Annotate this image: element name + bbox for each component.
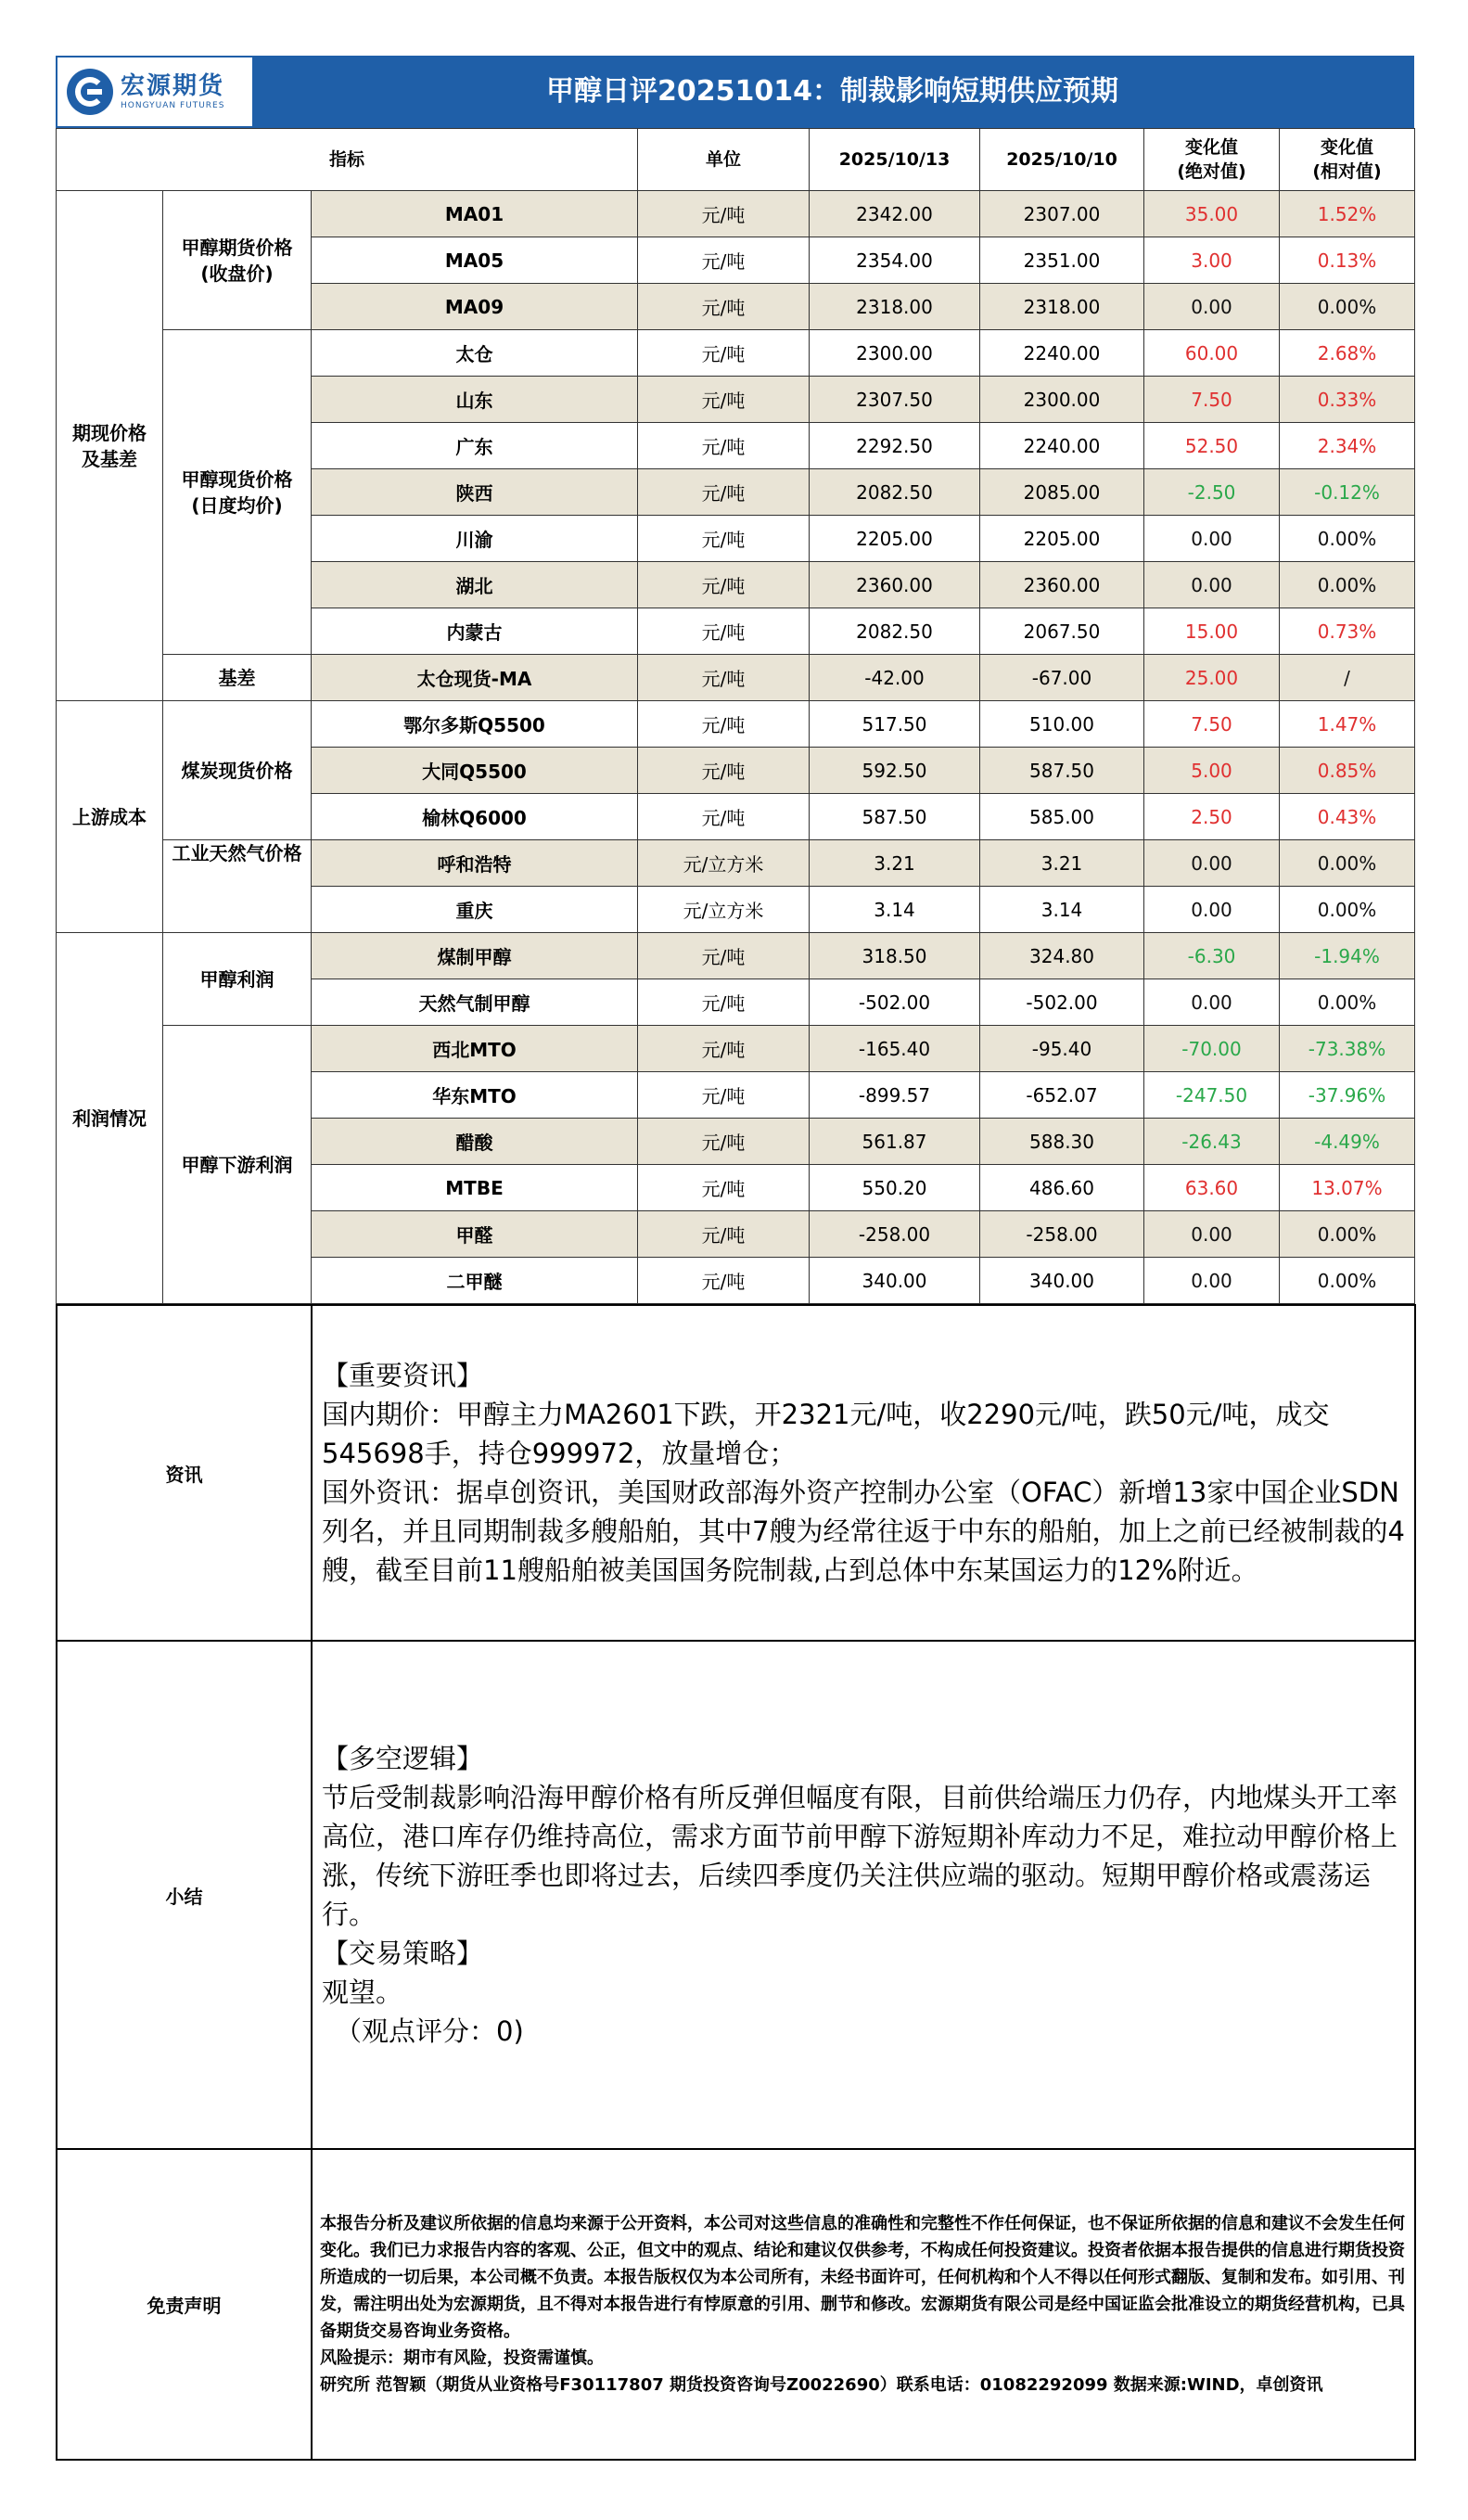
cell-v1: 587.50 [810,794,980,840]
cell-v1: 592.50 [810,748,980,794]
cell-v2: 2240.00 [980,330,1144,377]
cell-name: 重庆 [312,887,638,933]
cell-v2: 588.30 [980,1119,1144,1165]
cell-v2: 2351.00 [980,237,1144,284]
cell-unit: 元/吨 [638,469,810,516]
cell-name: 醋酸 [312,1119,638,1165]
cell-unit: 元/吨 [638,933,810,979]
cell-unit: 元/立方米 [638,840,810,887]
cell-v1: 318.50 [810,933,980,979]
logo-mark-icon [67,69,113,115]
cell-v1: 2300.00 [810,330,980,377]
report-title: 甲醇日评20251014：制裁影响短期供应预期 [546,75,1118,108]
cell-rel: 2.34% [1280,423,1415,469]
company-logo [57,58,252,126]
summary-line: 节后受制裁影响沿海甲醇价格有所反弹但幅度有限，目前供给端压力仍存，内地煤头开工率高位，港口库存仍维持高位，需求方面节前甲醇下游短期补库动力不足，难拉动甲醇价格上涨，传统下游旺季也即将过去，后续四季度仍关注供应端的驱动。短期甲醇价格或震荡运行。 [322,1782,1398,1930]
cell-v2: 2360.00 [980,562,1144,608]
subgroup-label: 煤炭现货价格 [163,701,312,840]
cell-rel: / [1280,655,1415,701]
cell-v2: 585.00 [980,794,1144,840]
cell-unit: 元/吨 [638,237,810,284]
cell-v1: -42.00 [810,655,980,701]
subgroup-label: 甲醇现货价格 (日度均价) [163,330,312,655]
cell-v1: 550.20 [810,1165,980,1211]
cell-v2: 324.80 [980,933,1144,979]
cell-rel: -1.94% [1280,933,1415,979]
subgroup-label: 基差 [163,655,312,701]
col-header-unit: 单位 [638,129,810,191]
cell-unit: 元/吨 [638,1026,810,1072]
news-line: 国内期价：甲醇主力MA2601下跌，开2321元/吨，收2290元/吨，跌50元/吨，成交545698手，持仓999972，放量增仓； [322,1399,1330,1469]
cell-rel: -73.38% [1280,1026,1415,1072]
cell-v2: 2240.00 [980,423,1144,469]
cell-rel: 0.00% [1280,562,1415,608]
cell-abs: 0.00 [1144,1258,1280,1304]
cell-v1: -258.00 [810,1211,980,1258]
cell-rel: 1.47% [1280,701,1415,748]
cell-v2: 2067.50 [980,608,1144,655]
cell-rel: 0.00% [1280,284,1415,330]
logo-cn: 宏源期货 [121,72,225,100]
cell-abs: 63.60 [1144,1165,1280,1211]
col-header-abs: 变化值 (绝对值) [1144,129,1280,191]
news-section [57,1305,1415,1641]
cell-abs: -6.30 [1144,933,1280,979]
summary-content [312,1641,1415,2149]
cell-abs: -247.50 [1144,1072,1280,1119]
cell-abs: 0.00 [1144,516,1280,562]
cell-v1: 561.87 [810,1119,980,1165]
cell-v2: 2307.00 [980,191,1144,237]
cell-rel: -0.12% [1280,469,1415,516]
cell-rel: 2.68% [1280,330,1415,377]
cell-unit: 元/吨 [638,701,810,748]
cell-v1: -899.57 [810,1072,980,1119]
cell-v1: -502.00 [810,979,980,1026]
cell-abs: 2.50 [1144,794,1280,840]
cell-name: 呼和浩特 [312,840,638,887]
cell-name: 内蒙古 [312,608,638,655]
cell-v2: -95.40 [980,1026,1144,1072]
cell-abs: 15.00 [1144,608,1280,655]
table-row [57,191,1415,237]
cell-abs: 52.50 [1144,423,1280,469]
cell-name: 天然气制甲醇 [312,979,638,1026]
col-header-rel: 变化值 (相对值) [1280,129,1415,191]
cell-unit: 元/吨 [638,748,810,794]
summary-section [57,1641,1415,2149]
cell-v2: 486.60 [980,1165,1144,1211]
cell-v1: 2082.50 [810,608,980,655]
subgroup-label: 工业天然气价格 [163,840,312,933]
cell-v1: 517.50 [810,701,980,748]
summary-line: 观望。 [322,1976,403,2008]
cell-v2: 2205.00 [980,516,1144,562]
cell-unit: 元/吨 [638,377,810,423]
cell-name: 华东MTO [312,1072,638,1119]
subgroup-label: 甲醇利润 [163,933,312,1026]
cell-rel: 0.73% [1280,608,1415,655]
cell-rel: 0.00% [1280,516,1415,562]
cell-unit: 元/吨 [638,794,810,840]
cell-v1: 2342.00 [810,191,980,237]
summary-label: 小结 [57,1641,312,2149]
cell-v2: -258.00 [980,1211,1144,1258]
col-header-date1: 2025/10/13 [810,129,980,191]
cell-name: MA09 [312,284,638,330]
cell-rel: 0.00% [1280,1258,1415,1304]
cell-unit: 元/吨 [638,562,810,608]
table-row [57,840,1415,887]
cell-abs: 0.00 [1144,979,1280,1026]
cell-name: 山东 [312,377,638,423]
cell-abs: -2.50 [1144,469,1280,516]
cell-v1: 2082.50 [810,469,980,516]
price-table [56,128,1415,1304]
summary-line: 【多空逻辑】 [322,1743,484,1774]
disclaimer-section [57,2149,1415,2460]
cell-unit: 元/吨 [638,979,810,1026]
table-row [57,1026,1415,1072]
cell-rel: 0.33% [1280,377,1415,423]
cell-unit: 元/吨 [638,1258,810,1304]
cell-unit: 元/吨 [638,608,810,655]
cell-abs: 0.00 [1144,840,1280,887]
cell-unit: 元/吨 [638,330,810,377]
cell-v2: 587.50 [980,748,1144,794]
cell-abs: 5.00 [1144,748,1280,794]
cell-name: 太仓现货-MA [312,655,638,701]
summary-line: 【交易策略】 [322,1938,484,1969]
report-page [56,56,1414,2461]
cell-v2: 2300.00 [980,377,1144,423]
summary-line: （观点评分：0) [335,2015,524,2047]
cell-unit: 元/吨 [638,1072,810,1119]
cell-unit: 元/吨 [638,655,810,701]
news-line: 国外资讯：据卓创资讯，美国财政部海外资产控制办公室（OFAC）新增13家中国企业SDN列名，并且同期制裁多艘船舶，其中7艘为经常往返于中东的船舶，加上之前已经被制裁的4艘，截至目前11艘船舶被美国国务院制裁,占到总体中东某国运力的12%附近。 [322,1477,1405,1586]
cell-rel: 0.00% [1280,1211,1415,1258]
subgroup-label: 甲醇期货价格 (收盘价) [163,191,312,330]
cell-v1: 2318.00 [810,284,980,330]
cell-name: 湖北 [312,562,638,608]
cell-name: 陕西 [312,469,638,516]
cell-unit: 元/立方米 [638,887,810,933]
cell-name: MTBE [312,1165,638,1211]
cell-v1: 3.14 [810,887,980,933]
cell-v1: 2205.00 [810,516,980,562]
cell-unit: 元/吨 [638,284,810,330]
cell-abs: -26.43 [1144,1119,1280,1165]
cell-v1: 2360.00 [810,562,980,608]
cell-abs: -70.00 [1144,1026,1280,1072]
cell-v1: 2354.00 [810,237,980,284]
cell-v1: 2292.50 [810,423,980,469]
cell-abs: 25.00 [1144,655,1280,701]
cell-v2: 340.00 [980,1258,1144,1304]
cell-name: 煤制甲醇 [312,933,638,979]
cell-name: 川渝 [312,516,638,562]
subgroup-label: 甲醇下游利润 [163,1026,312,1304]
cell-rel: 0.00% [1280,979,1415,1026]
cell-v2: -67.00 [980,655,1144,701]
cell-v1: 3.21 [810,840,980,887]
group-label: 期现价格 及基差 [57,191,163,701]
cell-abs: 60.00 [1144,330,1280,377]
col-header-date2: 2025/10/10 [980,129,1144,191]
header-banner [56,56,1414,128]
group-label: 上游成本 [57,701,163,933]
cell-name: 榆林Q6000 [312,794,638,840]
cell-name: MA01 [312,191,638,237]
table-row [57,655,1415,701]
cell-v1: 340.00 [810,1258,980,1304]
cell-v2: -502.00 [980,979,1144,1026]
disclaimer-line: 研究所 范智颖（期货从业资格号F30117807 期货投资咨询号Z0022690）联系电话：01082292099 数据来源:WIND，卓创资讯 [320,2375,1323,2395]
cell-abs: 0.00 [1144,284,1280,330]
cell-abs: 35.00 [1144,191,1280,237]
logo-en: HONGYUAN FUTURES [121,101,225,110]
cell-unit: 元/吨 [638,516,810,562]
disclaimer-line: 风险提示：期市有风险，投资需谨慎。 [320,2348,604,2368]
cell-name: MA05 [312,237,638,284]
cell-rel: 13.07% [1280,1165,1415,1211]
cell-name: 西北MTO [312,1026,638,1072]
table-row [57,933,1415,979]
news-line: 【重要资讯】 [322,1360,484,1391]
cell-unit: 元/吨 [638,1119,810,1165]
cell-v2: -652.07 [980,1072,1144,1119]
cell-abs: 7.50 [1144,377,1280,423]
cell-abs: 0.00 [1144,562,1280,608]
cell-name: 大同Q5500 [312,748,638,794]
cell-abs: 3.00 [1144,237,1280,284]
cell-v2: 2085.00 [980,469,1144,516]
group-label: 利润情况 [57,933,163,1304]
cell-v2: 3.21 [980,840,1144,887]
cell-unit: 元/吨 [638,191,810,237]
cell-unit: 元/吨 [638,1211,810,1258]
cell-v2: 2318.00 [980,284,1144,330]
cell-v2: 510.00 [980,701,1144,748]
cell-unit: 元/吨 [638,1165,810,1211]
cell-v2: 3.14 [980,887,1144,933]
cell-name: 甲醛 [312,1211,638,1258]
table-row [57,330,1415,377]
disclaimer-content [312,2149,1415,2460]
cell-rel: -37.96% [1280,1072,1415,1119]
cell-rel: 0.00% [1280,840,1415,887]
col-header-indicator: 指标 [57,129,638,191]
cell-rel: 0.43% [1280,794,1415,840]
disclaimer-line: 本报告分析及建议所依据的信息均来源于公开资料，本公司对这些信息的准确性和完整性不作任何保证，也不保证所依据的信息和建议不会发生任何变化。我们已力求报告内容的客观、公正，但文中的观点、结论和建议仅供参考，不构成任何投资建议。投资者依据本报告提供的信息进行期货投资所造成的一切后果，本公司概不负责。本报告版权仅为本公司所有，未经书面许可，任何机构和个人不得以任何形式翻版、复制和发布。如引用、刊发，需注明出处为宏源期货，且不得对本报告进行有悖原意的引用、删节和修改。宏源期货有限公司是经中国证监会批准设立的期货经营机构，已具备期货交易咨询业务资格。 [320,2214,1405,2341]
cell-v1: -165.40 [810,1026,980,1072]
cell-abs: 7.50 [1144,701,1280,748]
cell-abs: 0.00 [1144,887,1280,933]
cell-rel: 0.13% [1280,237,1415,284]
news-label: 资讯 [57,1305,312,1641]
cell-name: 鄂尔多斯Q5500 [312,701,638,748]
table-header [57,129,1415,191]
cell-unit: 元/吨 [638,423,810,469]
table-row [57,701,1415,748]
cell-rel: 0.00% [1280,887,1415,933]
cell-v1: 2307.50 [810,377,980,423]
cell-name: 广东 [312,423,638,469]
cell-name: 太仓 [312,330,638,377]
cell-rel: 1.52% [1280,191,1415,237]
cell-rel: 0.85% [1280,748,1415,794]
cell-rel: -4.49% [1280,1119,1415,1165]
disclaimer-label: 免责声明 [57,2149,312,2460]
news-content [312,1305,1415,1641]
text-sections [56,1304,1416,2461]
cell-name: 二甲醚 [312,1258,638,1304]
cell-abs: 0.00 [1144,1211,1280,1258]
